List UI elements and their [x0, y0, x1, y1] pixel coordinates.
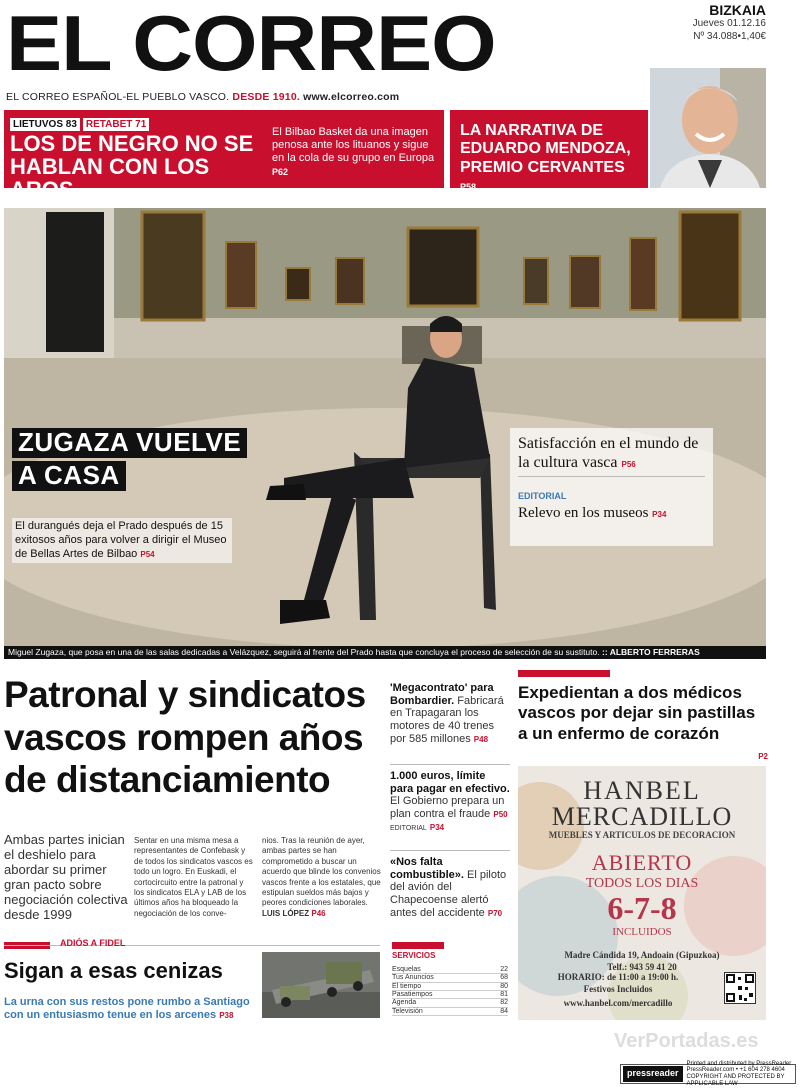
brief-efectivo-text: El Gobierno prepara un plan contra el fraude	[390, 795, 505, 820]
ad-brand-2: MERCADILLO	[551, 802, 733, 831]
cover-title[interactable]	[12, 428, 247, 494]
adios-label: ADIÓS A FIDEL	[60, 938, 126, 948]
issue-price: Nº 34.088•1,40€	[693, 30, 766, 42]
cover-title-line1: ZUGAZA VUELVE	[12, 428, 247, 458]
services-row-page: 80	[490, 982, 508, 990]
score-chip-1: LIETUVOS 83	[10, 118, 80, 131]
expedientan-headline: Expedientan a dos médicos vascos por dejar sin pastillas a un enfermo de corazón	[518, 683, 756, 743]
ad-days: TODOS LOS DIAS	[585, 876, 699, 891]
brief-chapecoense-text: El piloto del avión del Chapecoense alertó antes del accidente	[390, 868, 507, 919]
cover-subtitle	[12, 518, 232, 563]
services-row-page: 81	[490, 991, 508, 999]
services-row-name: Pasatiempos	[392, 991, 490, 999]
date: Jueves 01.12.16	[692, 18, 766, 29]
brief-efectivo-editorial: EDITORIAL	[390, 824, 427, 832]
pressreader-logo: pressreader	[623, 1066, 683, 1082]
editorial-label: EDITORIAL	[518, 491, 567, 502]
services-row-page: 68	[490, 974, 508, 982]
services-index	[392, 942, 508, 1016]
pressreader-badge[interactable]	[620, 1060, 796, 1087]
tagline-since: DESDE 1910.	[232, 91, 300, 103]
pr-line-1: Printed and distributed by PressReader	[686, 1060, 792, 1067]
mendoza-portrait	[650, 68, 766, 188]
region: BIZKAIA	[709, 2, 766, 18]
services-row-name: El tiempo	[392, 982, 490, 990]
expedientan-story[interactable]	[518, 670, 768, 764]
basket-headline: LOS DE NEGRO NO SE HABLAN CON LOS AROS	[10, 131, 254, 203]
brief-bombardier[interactable]	[390, 682, 510, 745]
adios-subtitle	[4, 996, 259, 1022]
brief-chapecoense-page: P70	[487, 908, 503, 918]
main-headline[interactable]: Patronal y sindicatos vascos rompen años de distanciamiento	[4, 674, 366, 801]
services-row[interactable]	[392, 999, 508, 1007]
main-body-col2	[262, 836, 384, 919]
services-row[interactable]	[392, 991, 508, 999]
ad-brand-1: HANBEL	[583, 776, 701, 805]
services-table	[392, 966, 508, 1016]
masthead-title: EL CORREO	[6, 0, 496, 87]
ad-festivos: Festivos Incluidos	[583, 984, 653, 994]
services-row-page: 22	[490, 966, 508, 974]
adios-page: P38	[219, 1011, 234, 1021]
brief-efectivo-page: P50	[493, 809, 508, 819]
score-chip-2: RETABET 71	[83, 118, 149, 131]
brief-efectivo-bold: 1.000 euros, límite para pagar en efectivo.	[390, 770, 510, 795]
services-row-name: Televisión	[392, 1007, 490, 1015]
photo-caption	[4, 646, 766, 659]
ad-web: www.hanbel.com/mercadillo	[563, 998, 673, 1008]
mendoza-headline: LA NARRATIVA DE EDUARDO MENDOZA, PREMIO CERVANTES	[460, 122, 631, 176]
brief-efectivo-editorial-page: P34	[429, 822, 445, 832]
main-lead: Ambas partes inician el deshielo para abordar su primer gran pacto sobre negociación colectiva desde 1999	[4, 832, 128, 922]
main-body-col1: Sentar en una misma mesa a representantes de Confebask y de todos los sindicatos vascos es todo un logro. En Euskadi, el cortocircuito entre la patronal y los sindicatos ELA y LAB de los últimos años ha bloqueado la negociación de los conve-	[134, 836, 253, 918]
basket-teaser[interactable]	[4, 110, 444, 203]
brief-divider	[390, 764, 510, 765]
tagline	[6, 91, 399, 103]
brief-efectivo[interactable]	[390, 770, 510, 833]
brief-chapecoense-bold: «Nos falta combustible».	[390, 856, 464, 881]
pr-line-2: PressReader.com • +1 604 278 4604	[686, 1067, 785, 1074]
services-title: SERVICIOS	[392, 951, 436, 960]
ad-open: ABIERTO	[591, 850, 693, 875]
pr-line-3: COPYRIGHT AND PROTECTED BY APPLICABLE LAW	[686, 1074, 785, 1087]
brief-bombardier-page: P48	[473, 734, 489, 744]
mendoza-teaser[interactable]	[450, 110, 648, 193]
expedientan-page: P2	[758, 752, 768, 762]
basket-page: P62	[272, 166, 289, 177]
qr-code-icon[interactable]	[724, 972, 756, 1004]
culture-box[interactable]	[510, 428, 713, 546]
culture-headline: Satisfacción en el mundo de la cultura vasca	[518, 435, 699, 472]
services-row-name: Agenda	[392, 999, 490, 1007]
adios-subtitle-text: La urna con sus restos pone rumbo a Santiago con un entusiasmo tenue en los arcenes	[4, 996, 250, 1022]
brief-bombardier-text: Fabricará en Trapagaran los motores de 40 trenes por 585 millones	[390, 694, 504, 745]
culture-page: P56	[621, 460, 636, 470]
tagline-main: EL CORREO ESPAÑOL-EL PUEBLO VASCO.	[6, 91, 230, 103]
brief-chapecoense[interactable]	[390, 856, 510, 919]
ad-hours: HORARIO: de 11:00 a 19:00 h.	[557, 972, 679, 982]
caption-text: Miguel Zugaza, que posa en una de las salas dedicadas a Velázquez, seguirá al frente del Prado hasta que concluya el proceso de selección de su sustituto.	[8, 647, 600, 657]
adios-headline[interactable]: Sigan a esas cenizas	[4, 958, 223, 983]
services-row[interactable]	[392, 966, 508, 974]
hearse-photo	[262, 952, 380, 1018]
services-row[interactable]	[392, 974, 508, 982]
ad-phone: Telf.: 943 59 41 20	[607, 962, 677, 972]
hanbel-ad[interactable]	[518, 766, 766, 1020]
mendoza-page: P58	[460, 182, 477, 193]
main-author: LUIS LÓPEZ	[262, 908, 310, 918]
edition-info	[693, 2, 766, 43]
cover-subtitle-text: El durangués deja el Prado después de 15 exitosos años para volver a dirigir el Museo de Bellas Artes de Bilbao	[15, 520, 227, 560]
basket-text: El Bilbao Basket da una imagen penosa ante los lituanos y sigue en la cola de su grupo en Europa	[272, 126, 435, 165]
services-row-name: Esquelas	[392, 966, 490, 974]
services-row-name: Tus Anuncios	[392, 974, 490, 982]
services-row-page: 82	[490, 999, 508, 1007]
services-row[interactable]	[392, 1007, 508, 1015]
editorial-headline: Relevo en los museos	[518, 505, 649, 522]
brief-bombardier-bold: 'Megacontrato' para Bombardier.	[390, 682, 494, 707]
tagline-web: www.elcorreo.com	[303, 91, 400, 103]
ad-included: INCLUIDOS	[612, 926, 672, 938]
cover-subtitle-page: P54	[140, 549, 155, 559]
services-row-page: 84	[490, 1007, 508, 1015]
ad-tag: MUEBLES Y ARTICULOS DE DECORACION	[548, 830, 736, 840]
ad-dates: 6-7-8	[607, 890, 677, 926]
cover-title-line2: A CASA	[12, 461, 126, 491]
services-row[interactable]	[392, 982, 508, 990]
adios-section	[4, 938, 380, 948]
photo-credit: :: ALBERTO FERRERAS	[601, 647, 700, 657]
watermark: VerPortadas.es	[614, 1030, 759, 1052]
ad-address: Madre Cándida 19, Andoain (Gipuzkoa)	[564, 950, 720, 960]
editorial-page: P34	[652, 510, 667, 520]
brief-divider	[390, 850, 510, 851]
main-body-col2-text: nios. Tras la reunión de ayer, ambas partes se han comprometido a buscar un acuerdo que blinde los convenios vascos frente a los estatales, que estipulan sueldos más bajos y peores condiciones laborales.	[262, 836, 381, 908]
main-author-page: P46	[311, 908, 326, 918]
